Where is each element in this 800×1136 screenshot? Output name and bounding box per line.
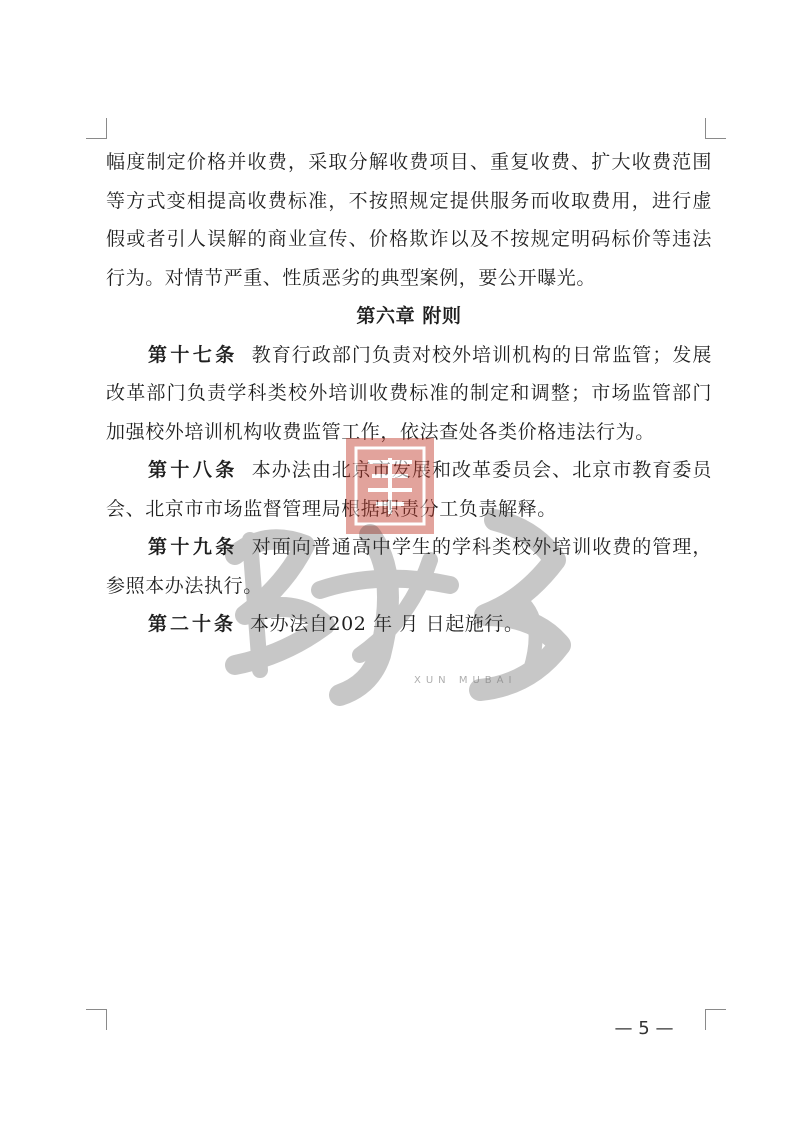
crop-mark-bottom-left xyxy=(86,1009,107,1030)
article-number: 第十七条 xyxy=(148,343,238,366)
crop-mark-top-left xyxy=(86,118,107,139)
article-17 xyxy=(106,336,712,452)
article-20 xyxy=(106,605,712,644)
watermark-latin: XUN MUBAI xyxy=(414,675,517,686)
document-body xyxy=(106,143,712,644)
page-number: — 5 — xyxy=(614,1018,674,1039)
article-18 xyxy=(106,451,712,528)
article-number: 第二十条 xyxy=(148,613,237,635)
article-number: 第十九条 xyxy=(148,536,238,558)
article-text: 对面向普通高中学生的学科类校外培训收费的管理，参照本办法执行。 xyxy=(106,536,712,597)
article-19 xyxy=(106,528,712,605)
article-text: 教育行政部门负责对校外培训机构的日常监管；发展改革部门负责学科类校外培训收费标准的制定和调整；市场监管部门加强校外培训机构收费监管工作，依法查处各类价格违法行为。 xyxy=(106,343,712,443)
article-text: 本办法自202 年 月 日起施行。 xyxy=(250,613,524,635)
article-number: 第十八条 xyxy=(148,459,238,481)
crop-mark-bottom-right xyxy=(705,1009,726,1030)
crop-mark-top-right xyxy=(705,118,726,139)
article-text: 本办法由北京市发展和改革委员会、北京市教育委员会、北京市市场监督管理局根据职责分工负责解释。 xyxy=(106,459,712,520)
body-paragraph: 幅度制定价格并收费，采取分解收费项目、重复收费、扩大收费范围等方式变相提高收费标准，不按照规定提供服务而收取费用，进行虚假或者引人误解的商业宣传、价格欺诈以及不按规定明码标价等违法行为。对情节严重、性质恶劣的典型案例，要公开曝光。 xyxy=(106,151,712,289)
chapter-title: 第六章 附则 xyxy=(356,305,462,327)
